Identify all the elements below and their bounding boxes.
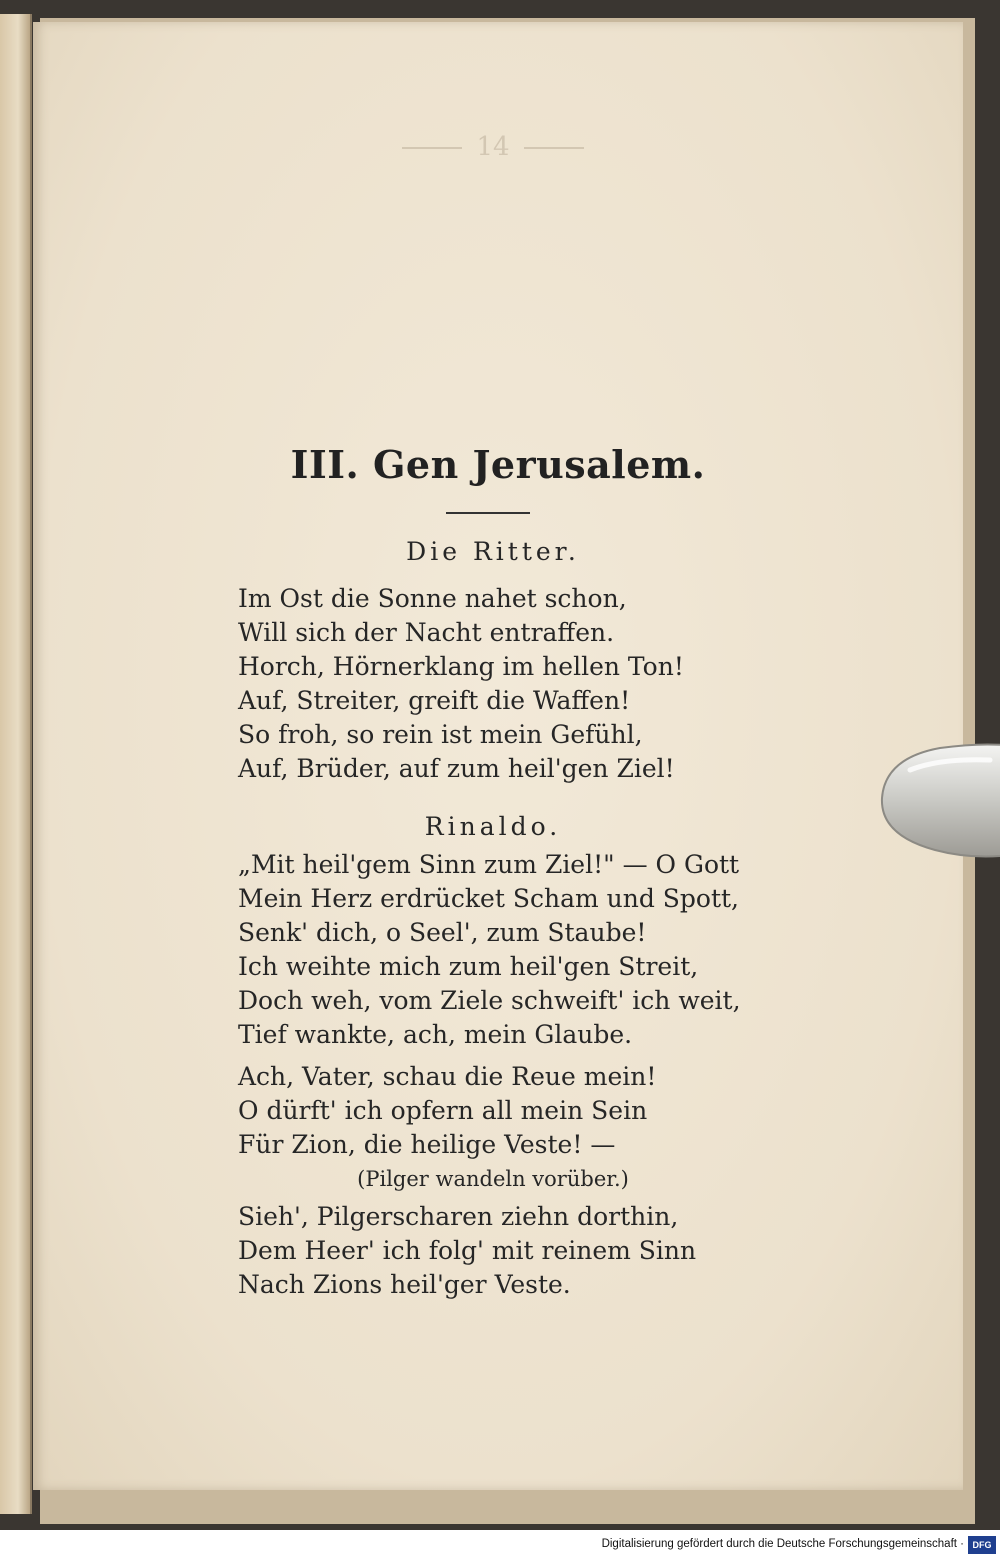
dfg-logo: DFG (968, 1536, 996, 1554)
heading-rule (446, 512, 530, 514)
book-page (33, 22, 963, 1490)
verse-line: Dem Heer' ich folg' mit reinem Sinn (238, 1236, 697, 1265)
verse-line: Für Zion, die heilige Veste! — (238, 1130, 616, 1159)
verse-line: Horch, Hörnerklang im hellen Ton! (238, 652, 684, 681)
verse-line: Ich weihte mich zum heil'gen Streit, (238, 952, 699, 981)
verse-line: O dürft' ich opfern all mein Sein (238, 1096, 648, 1125)
stage-direction: (Pilger wandeln vorüber.) (357, 1167, 629, 1191)
verse-line: Doch weh, vom Ziele schweift' ich weit, (238, 986, 741, 1015)
speaker-rinaldo: Rinaldo. (424, 812, 562, 841)
speaker-ritter: Die Ritter. (406, 537, 580, 566)
verse-line: Nach Zions heil'ger Veste. (238, 1270, 571, 1299)
verse-line: Mein Herz erdrücket Scham und Spott, (238, 884, 740, 913)
left-page-edge (0, 14, 32, 1514)
verse-line: Auf, Brüder, auf zum heil'gen Ziel! (238, 754, 675, 783)
verse-line: So froh, so rein ist mein Gefühl, (238, 720, 643, 749)
verse-line: Ach, Vater, schau die Reue mein! (238, 1062, 657, 1091)
page-number: 14 (373, 132, 613, 162)
verse-line: Senk' dich, o Seel', zum Staube! (238, 918, 647, 947)
footer-credit: Digitalisierung gefördert durch die Deutsche Forschungsgemeinschaft · (601, 1538, 964, 1550)
verse-line: Im Ost die Sonne nahet schon, (238, 584, 627, 613)
glass-clip-icon (880, 740, 1000, 860)
verse-line: Will sich der Nacht entraffen. (238, 618, 615, 647)
verse-line: Tief wankte, ach, mein Glaube. (238, 1020, 633, 1049)
verse-line: Sieh', Pilgerscharen ziehn dorthin, (238, 1202, 679, 1231)
verse-line: Auf, Streiter, greift die Waffen! (238, 686, 631, 715)
verse-line: „Mit heil'gem Sinn zum Ziel!" — O Gott (238, 850, 740, 879)
footer-bar (0, 1534, 1000, 1558)
chapter-heading: III. Gen Jerusalem. (290, 442, 706, 487)
